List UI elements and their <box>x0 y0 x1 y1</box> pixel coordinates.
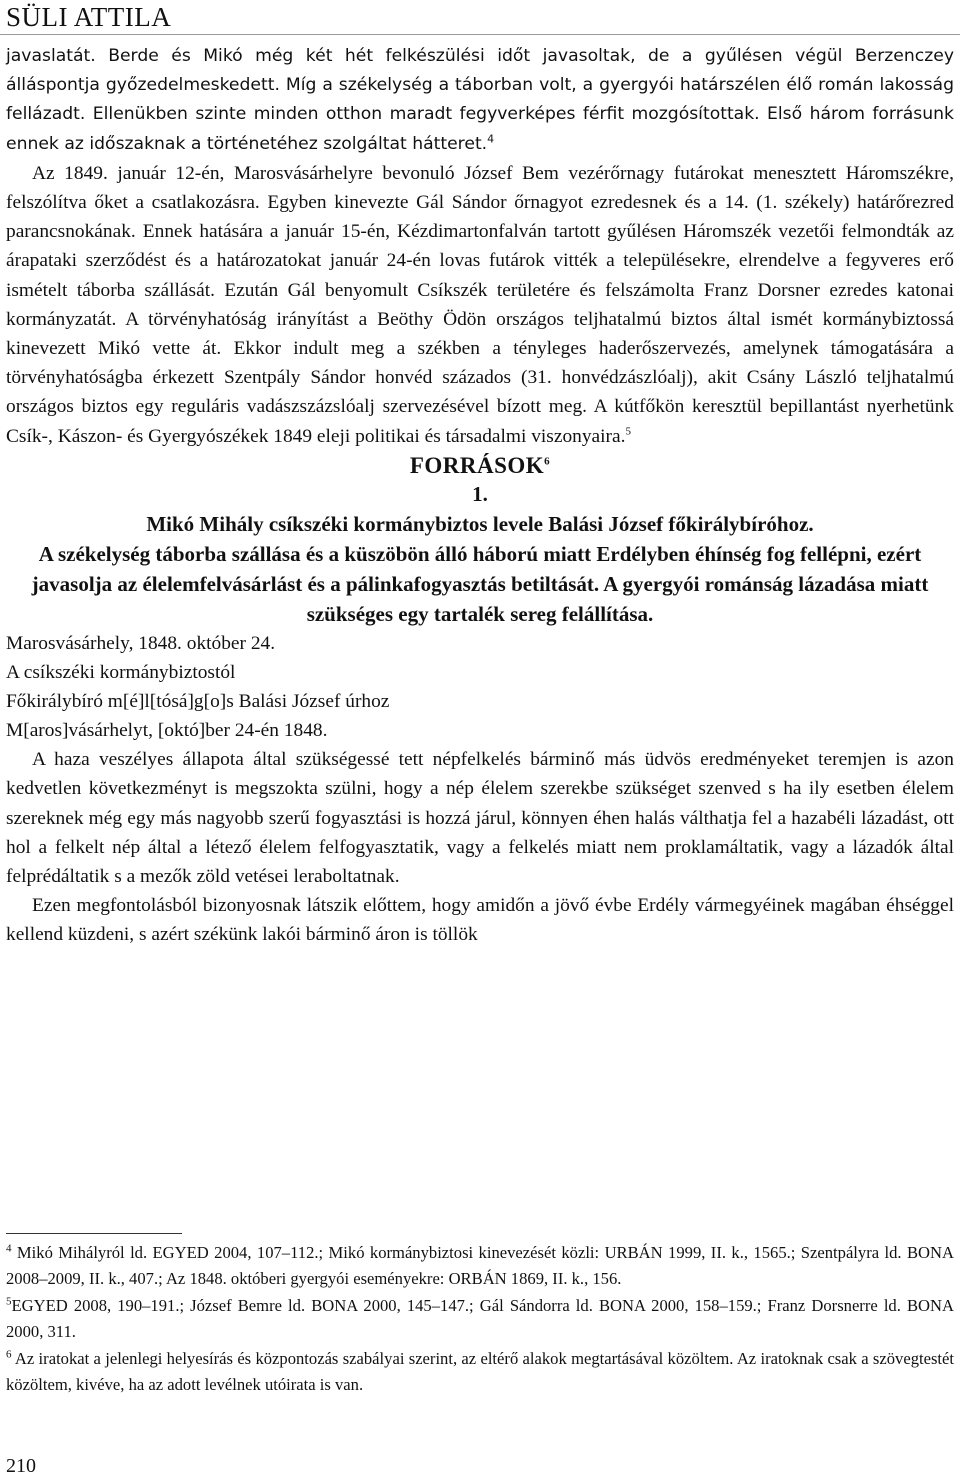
page-number: 210 <box>6 1455 36 1477</box>
footnote-4 <box>6 1240 954 1291</box>
footnote-ref-5[interactable]: 5 <box>625 425 631 438</box>
place-date: Marosvásárhely, 1848. október 24. <box>6 633 276 655</box>
letter-recipient: Főkirálybíró m[é]l[tósá]g[o]s Balási József úrhoz <box>6 691 390 713</box>
footnote-text: Mikó Mihályról ld. EGYED 2004, 107–112.; Mikó kormánybiztosi kinevezését közli: URBÁN 1999, II. k., 1565.; Szentpályra ld. BONA 2008–2009, II. k., 407.; Az 1848. októberi gyergyói eseményekre: ORBÁN 1869, II. k., 156. <box>6 1243 954 1288</box>
intro-paragraph <box>6 42 954 159</box>
footnote-mark: 4 <box>6 1242 12 1255</box>
sources-heading <box>6 451 954 480</box>
document-summary: A székelység táborba szállása és a küszöbön álló háború miatt Erdélyben éhínség fog fellépni, ezért javasolja az élelemfelvásárlást és a pálinkafogyasztás betiltását. A gyergyói románság lázadása miatt szükséges egy tartalék sereg felállítása. <box>31 542 929 627</box>
letter-address-date: M[aros]vásárhelyt, [októ]ber 24-én 1848. <box>6 720 328 742</box>
footnote-ref-4[interactable]: 4 <box>487 131 495 145</box>
document-number: 1. <box>472 482 488 507</box>
footnote-mark: 5 <box>6 1295 12 1308</box>
footnote-mark: 6 <box>6 1348 12 1361</box>
document-title: Mikó Mihály csíkszéki kormánybiztos levele Balási József főkirálybíróhoz. <box>146 512 814 537</box>
body-text <box>6 42 954 950</box>
intro-text: javaslatát. Berde és Mikó még két hét felkészülési időt javasoltak, de a gyűlésen végül Berzenczey álláspontja győzedelmeskedett. Míg a székelység a táborban volt, a gyergyói határszélen élő román lakosság fellázadt. Ellenükben szinte minden otthon maradt fegyverképes férfit mozgósítottak. Első három forrásunk ennek az időszaknak a történetéhez szolgáltat hátteret. <box>6 46 954 154</box>
footnote-6 <box>6 1346 954 1397</box>
sources-title: FORRÁSOK <box>409 452 545 478</box>
footnotes <box>6 1240 954 1400</box>
header-rule <box>0 34 960 35</box>
letter-paragraph-1: A haza veszélyes állapota által szükségessé tett népfelkelés bárminő más üdvös eredményeket teremjen is azon kedvetlen következményt is megszokta szülni, hogy a nép élelem szerekbe szükséget szenved s ha ily esetben élelem szereknek még egy más nagyobb szerű fogyasztási is hozzá járul, könnyen éhen halás válthatja fel a hazabéli lázadást, ott hol a felkelt nép által a létező élelem felfogyasztatik, vagy a felkelés miatt nem proklamáltatik, vagy a lázadók által felprédáltatik s a mezők zöld vetései leraboltatnak. <box>6 749 954 888</box>
main-text: Az 1849. január 12-én, Marosvásárhelyre bevonuló József Bem vezérőrnagy futárokat menesztett Háromszékre, felszólítva őket a csatlakozásra. Egyben kinevezte Gál Sándor őrnagyot ezredesnek és a 14. (1. székely) határőrezred parancsnokának. Ennek hatására a január 15-én, Kézdimartonfalván tartott gyűlésen Háromszék vezetői felmondták az árapataki szerződést és a határozatokat január 24-én lovas futárok vitték a településekre, elrendelve a fegyveres erő ismételt táborba szállását. Ezután Gál benyomult Csíkszék területére és felszámolta Franz Dorsner ezredes katonai kormányzatát. A törvényhatóság irányítást a Beöthy Ödön országos teljhatalmú biztos által ismét kormánybiztossá kinevezett Mikó vette át. Ekkor indult meg a székben a tényleges haderőszervezés, amelynek támogatására a törvényhatóságba érkezett Szentpály Sándor honvéd százados (31. honvédzászlóalj), akit Csány László teljhatalmú országos biztos egy reguláris vadászszázslóalj szervezésével bízott meg. A kútfőkön keresztül bepillantást nyerhetünk Csík-, Kászon- és Gyergyószékek 1849 eleji politikai és társadalmi viszonyaira. <box>6 162 954 447</box>
letter-sender: A csíkszéki kormánybiztostól <box>6 662 236 684</box>
running-header: SÜLI ATTILA <box>6 2 172 32</box>
letter-paragraph-2: Ezen megfontolásból bizonyosnak látszik előttem, hogy amidőn a jövő évbe Erdély vármegyéinek magában éhséggel kellend küzdeni, s azért székünk lakói bárminő áron is töllök <box>6 895 954 946</box>
footnote-rule <box>6 1233 182 1234</box>
footnote-text: Az iratokat a jelenlegi helyesírás és központozás szabályai szerint, az eltérő alakok megtartásával közöltem. Az iratoknak csak a szövegtestét közöltem, kivéve, ha az adott levélnek utóirata is van. <box>6 1349 955 1394</box>
main-paragraph <box>6 159 954 451</box>
footnote-ref-6[interactable]: 6 <box>544 455 551 468</box>
footnote-text: EGYED 2008, 190–191.; József Bemre ld. BONA 2000, 145–147.; Gál Sándorra ld. BONA 2000, 158–159.; Franz Dorsnerre ld. BONA 2000, 311. <box>6 1296 954 1341</box>
footnote-5 <box>6 1293 954 1344</box>
